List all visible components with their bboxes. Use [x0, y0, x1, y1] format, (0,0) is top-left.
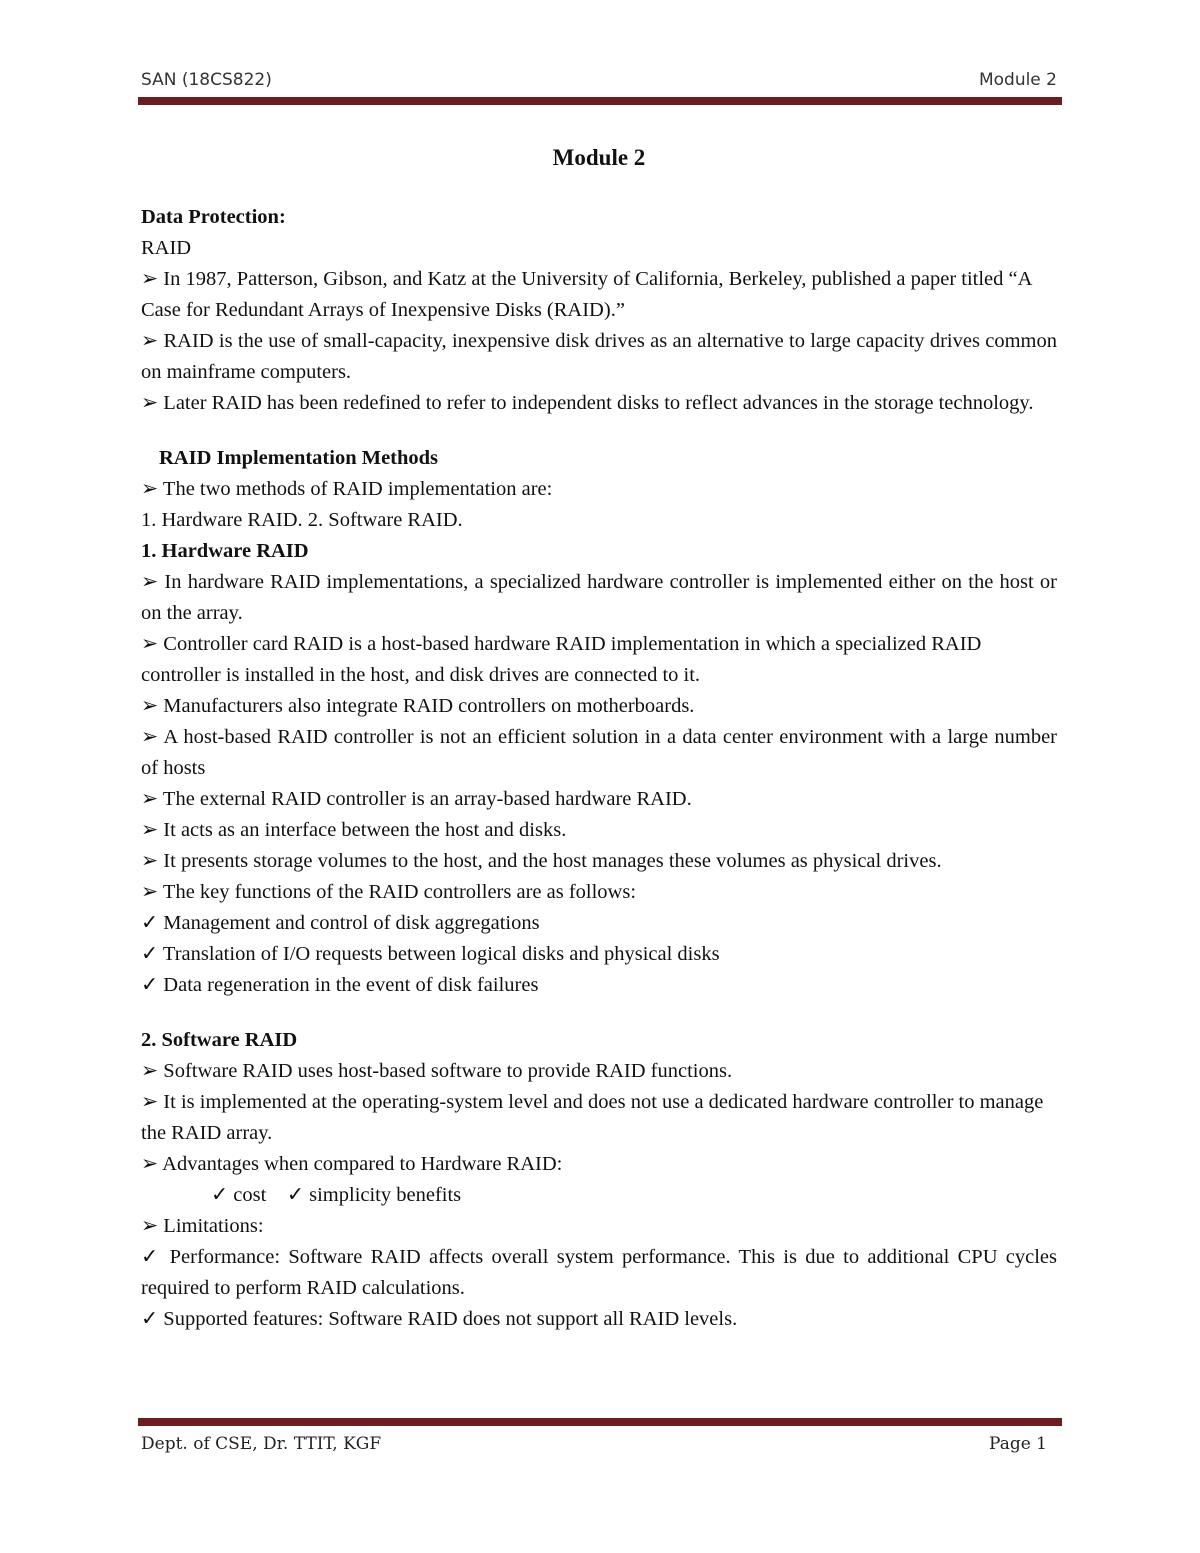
hardware-raid-heading: 1. Hardware RAID: [141, 540, 309, 562]
page-footer: [141, 1434, 1047, 1460]
hardware-raid-point: ➢ A host-based RAID controller is not an efficient solution in a data center environment with a large number of hosts: [141, 726, 1057, 779]
controller-function-item: ✓ Translation of I/O requests between logical disks and physical disks: [141, 943, 720, 965]
controller-function-item: ✓ Data regeneration in the event of disk failures: [141, 974, 539, 996]
hardware-raid-point: ➢ In hardware RAID implementations, a specialized hardware controller is implemented either on the host or on the array.: [141, 571, 1057, 624]
software-raid-point: ➢ Advantages when compared to Hardware RAID:: [141, 1153, 563, 1175]
software-raid-limitation: ✓ Supported features: Software RAID does not support all RAID levels.: [141, 1308, 738, 1330]
raid-point: ➢ RAID is the use of small-capacity, inexpensive disk drives as an alternative to large capacity drives common on mainframe computers.: [141, 330, 1057, 383]
header-module: Module 2: [978, 70, 1057, 90]
software-raid-limitation: ✓ Performance: Software RAID affects overall system performance. This is due to additional CPU cycles required to perform RAID calculations.: [141, 1246, 1057, 1299]
hardware-raid-point: ➢ The external RAID controller is an array-based hardware RAID.: [141, 788, 692, 810]
software-raid-point: ➢ Software RAID uses host-based software to provide RAID functions.: [141, 1060, 733, 1082]
implementation-heading: RAID Implementation Methods: [159, 447, 439, 469]
implementation-list: 1. Hardware RAID. 2. Software RAID.: [141, 509, 463, 531]
controller-function-item: ✓ Management and control of disk aggregations: [141, 912, 540, 934]
software-raid-point: ➢ It is implemented at the operating-system level and does not use a dedicated hardware controller to manage the RAID array.: [141, 1091, 1044, 1144]
software-raid-advantages: ✓ cost ✓ simplicity benefits: [211, 1184, 462, 1206]
page-title: Module 2: [552, 145, 646, 170]
software-raid-heading: 2. Software RAID: [141, 1029, 298, 1051]
page-header: [141, 70, 1057, 96]
raid-point: ➢ Later RAID has been redefined to refer to independent disks to reflect advances in the storage technology.: [141, 392, 1034, 414]
header-rule: [138, 97, 1062, 105]
hardware-raid-point: ➢ It presents storage volumes to the host, and the host manages these volumes as physical drives.: [141, 850, 942, 872]
implementation-intro: ➢ The two methods of RAID implementation are:: [141, 478, 553, 500]
raid-point: ➢ In 1987, Patterson, Gibson, and Katz at the University of California, Berkeley, published a paper titled “A Case for Redundant Arrays of Inexpensive Disks (RAID).”: [141, 268, 1032, 321]
footer-department: Dept. of CSE, Dr. TTIT, KGF: [141, 1434, 382, 1454]
hardware-raid-point: ➢ Controller card RAID is a host-based hardware RAID implementation in which a specialized RAID controller is installed in the host, and disk drives are connected to it.: [141, 633, 982, 686]
raid-label: RAID: [141, 237, 192, 259]
footer-rule: [138, 1418, 1062, 1426]
hardware-raid-point: ➢ The key functions of the RAID controllers are as follows:: [141, 881, 637, 903]
header-course-code: SAN (18CS822): [141, 70, 272, 90]
data-protection-heading: Data Protection:: [141, 206, 286, 228]
hardware-raid-point: ➢ It acts as an interface between the host and disks.: [141, 819, 567, 841]
page-body: [141, 138, 1057, 1335]
footer-page-number: Page 1: [989, 1434, 1047, 1454]
software-raid-limitations-label: ➢ Limitations:: [141, 1215, 264, 1237]
hardware-raid-point: ➢ Manufacturers also integrate RAID controllers on motherboards.: [141, 695, 695, 717]
